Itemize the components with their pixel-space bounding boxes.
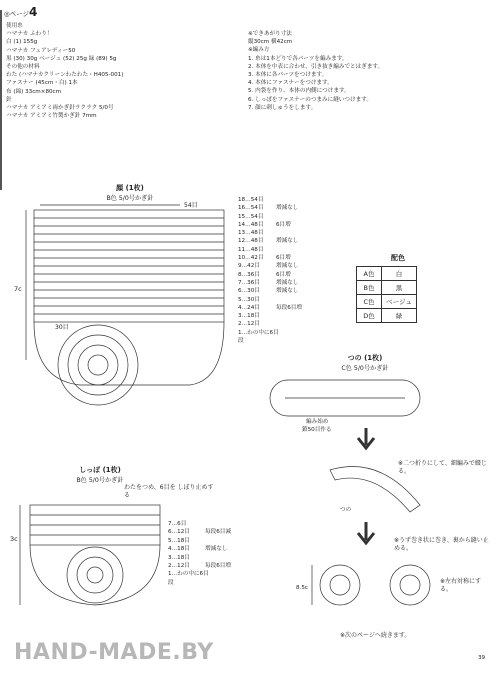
face-row-note: 6目増 <box>276 255 291 262</box>
face-row-label: 6…30目 <box>238 288 260 295</box>
tail-round-outer <box>67 547 123 603</box>
face-subtitle: B色 5/0号かぎ針 <box>106 195 154 202</box>
face-row-label: 1…わの中に6目 <box>238 329 279 336</box>
face-row-label: 10…42目 <box>238 255 264 262</box>
face-row-label: 11…48目 <box>238 246 264 253</box>
method-step: 3. 本体に各パーツをつけます。 <box>248 72 328 79</box>
page-label: ページ <box>9 10 30 18</box>
finished-heading: ※できあがり寸法 <box>248 31 292 37</box>
face-row-label: 7…36目 <box>238 279 260 286</box>
tail-row-note <box>205 520 231 528</box>
ear-chain-label: 鎖50目作る <box>302 427 332 433</box>
materials-line: ファスナー (45cm・白) 1本 <box>6 80 78 87</box>
face-round-ring <box>78 345 118 385</box>
face-side-dim: 7c <box>14 285 22 293</box>
face-row-note: 毎段6目増 <box>276 304 302 311</box>
face-row-note <box>276 320 302 328</box>
tail-row-label: 7…6目 <box>168 521 187 527</box>
color-table <box>356 266 417 323</box>
face-row-note <box>276 296 302 304</box>
face-row-lines <box>34 218 224 314</box>
page-marker-icon: ◎ <box>4 10 10 18</box>
face-row-note <box>276 329 302 337</box>
face-row-note: 6目増 <box>276 271 291 278</box>
face-row-label: 16…54目 <box>238 205 264 212</box>
materials-line: 黒 (30) 30g ベージュ (52) 25g 緑 (89) 5g <box>6 55 117 62</box>
arrow-down-icon <box>358 428 374 448</box>
tail-side-dim: 3c <box>10 535 18 543</box>
finished-size: 縦30cm 横42cm <box>248 39 293 46</box>
face-row-note <box>276 337 302 345</box>
tail-row-labels <box>168 520 209 587</box>
materials-line: 布 (綿) 33cm×80cm <box>6 88 62 95</box>
face-edge-curve <box>34 322 224 385</box>
face-row-note: 増減なし <box>276 279 299 286</box>
face-row-note <box>276 196 302 204</box>
color-name: ベージュ <box>382 295 417 309</box>
face-round-outer <box>58 325 138 405</box>
color-key: A色 <box>357 267 382 281</box>
face-row-note: 増減なし <box>276 238 299 245</box>
face-row-note: 増減なし <box>276 263 299 270</box>
color-name: 黒 <box>382 281 417 295</box>
face-row-label: 9…42目 <box>238 263 260 270</box>
tail-row-note <box>205 579 231 587</box>
face-row-note <box>276 246 302 254</box>
face-title: 顔 (1枚) <box>116 184 144 192</box>
face-row-note <box>276 312 302 320</box>
face-chart <box>26 205 224 405</box>
face-row-label: 8…36目 <box>238 271 260 278</box>
materials-line: 使用糸 <box>6 23 23 29</box>
materials-line: わた (ハマナカクリーンわたわた・H405-001) <box>6 72 124 79</box>
ear-piece-label: つの <box>340 507 352 513</box>
page-ref-number: 4 <box>29 5 38 19</box>
tail-row-note <box>205 570 231 578</box>
method-step: 4. 本体にファスナーをつけます。 <box>248 80 333 87</box>
tail-row-notes <box>205 520 231 587</box>
face-row-label: 段 <box>238 338 244 345</box>
materials-line: 針 <box>6 96 12 103</box>
ear-symmetry-note: ※左右対称にする。 <box>440 578 482 593</box>
face-row-label: 18…54目 <box>238 197 264 203</box>
materials-line: ハマナカ フェアレディー50 <box>6 47 76 54</box>
face-row-label: 3…18目 <box>238 313 260 320</box>
ear-spiral-left <box>320 565 360 605</box>
tail-row-note: 増減なし <box>205 546 228 553</box>
tail-row-label: 6…12目 <box>168 529 190 536</box>
ear-spiral-right-inner <box>400 575 420 595</box>
tail-row-label: 1…わの中に6目 <box>168 571 209 578</box>
tail-chart <box>20 505 160 605</box>
method-heading: ※編み方 <box>248 47 270 54</box>
face-row-label: 4…24目 <box>238 304 260 311</box>
tail-edge-curve <box>30 545 160 605</box>
ear-title: つの (1枚) <box>347 354 383 362</box>
face-row-label: 13…48目 <box>238 230 264 237</box>
color-key: C色 <box>357 295 382 309</box>
face-row-label: 14…48目 <box>238 221 264 228</box>
ear-spiral-right <box>390 565 430 605</box>
tail-row-note: 毎段6目減 <box>205 529 231 536</box>
tail-row-label: 2…12目 <box>168 563 190 570</box>
materials-line: その他の材料 <box>6 64 40 71</box>
method-step: 6. しっぽをファスナーのつまみに縫いつけます。 <box>248 96 372 103</box>
face-row-label: 12…48目 <box>238 238 264 245</box>
face-top-count: 54目 <box>184 202 198 209</box>
tail-cinch-note: わたをつめ、6目を しぼり止めする <box>124 484 214 499</box>
tail-row-note <box>205 537 231 545</box>
tail-round-ring <box>77 557 113 593</box>
face-start-count: 30目 <box>55 324 69 331</box>
face-row-notes <box>276 196 302 345</box>
tail-row-note <box>205 554 231 562</box>
arrow-down-icon <box>358 522 374 543</box>
face-row-note <box>276 213 302 221</box>
ear-roll-note: ※うず巻き状に巻き、裏から縫い止める。 <box>394 537 489 552</box>
face-round-center <box>88 355 108 375</box>
tail-row-label: 4…18目 <box>168 546 190 553</box>
color-row <box>357 267 417 281</box>
method-step: 2. 本体を中表に合わせ、引き抜き編みでとはぎます。 <box>248 63 384 70</box>
ear-start-label: 編み始め <box>306 419 329 425</box>
color-key: D色 <box>357 309 382 323</box>
continued-note: ※次のページへ続きます。 <box>340 632 411 639</box>
method-step: 1. 糸は1本どりで各パーツを編みます。 <box>248 55 348 62</box>
face-row-note <box>276 229 302 237</box>
tail-title: しっぽ (1枚) <box>79 466 121 474</box>
ear-chart <box>270 380 430 605</box>
ear-fold-note: ※二つ折りにして、細編みで綴じる。 <box>398 460 487 475</box>
tail-row-note: 毎段6目増 <box>205 563 231 570</box>
tail-round-center <box>87 567 103 583</box>
materials-line: ハマナカ アミアミ両かぎ針ラクラク 5/0号 <box>6 105 114 112</box>
face-row-labels <box>238 196 279 345</box>
method-step: 5. 内袋を作り、本体の内側につけます。 <box>248 88 350 95</box>
watermark: HAND-MADE.BY <box>14 640 214 665</box>
materials-line: 白 (1) 155g <box>6 39 38 46</box>
colors-title: 配色 <box>391 254 405 262</box>
tail-row-label: 5…18目 <box>168 537 190 544</box>
color-row <box>357 295 417 309</box>
tail-subtitle: B色 5/0号かぎ針 <box>76 477 124 484</box>
color-row <box>357 281 417 295</box>
face-row-label: 2…12目 <box>238 321 260 328</box>
face-round-ring <box>68 335 128 395</box>
ear-subtitle: C色 5/0号かぎ針 <box>341 365 389 372</box>
face-row-label: 5…30目 <box>238 296 260 303</box>
ear-size-label: 8.5c <box>296 585 308 591</box>
face-row-note: 増減なし <box>276 288 299 295</box>
color-name: 白 <box>382 267 417 281</box>
color-row <box>357 309 417 323</box>
color-name: 緑 <box>382 309 417 323</box>
face-row-note: 増減なし <box>276 205 299 212</box>
tail-row-label: 3…18目 <box>168 554 190 561</box>
page-number: 39 <box>478 655 486 661</box>
face-row-label: 15…54目 <box>238 213 264 220</box>
face-row-note: 6目増 <box>276 221 291 228</box>
ear-spiral-left-inner <box>330 575 350 595</box>
tail-row-label: 段 <box>168 579 174 586</box>
materials-line: ハマナカ アミアミ竹製かぎ針 7mm <box>6 113 97 120</box>
materials-line: ハマナカ ふわり！ <box>6 31 53 38</box>
color-key: B色 <box>357 281 382 295</box>
method-step: 7. 顔に刺しゅうをします。 <box>248 104 317 111</box>
